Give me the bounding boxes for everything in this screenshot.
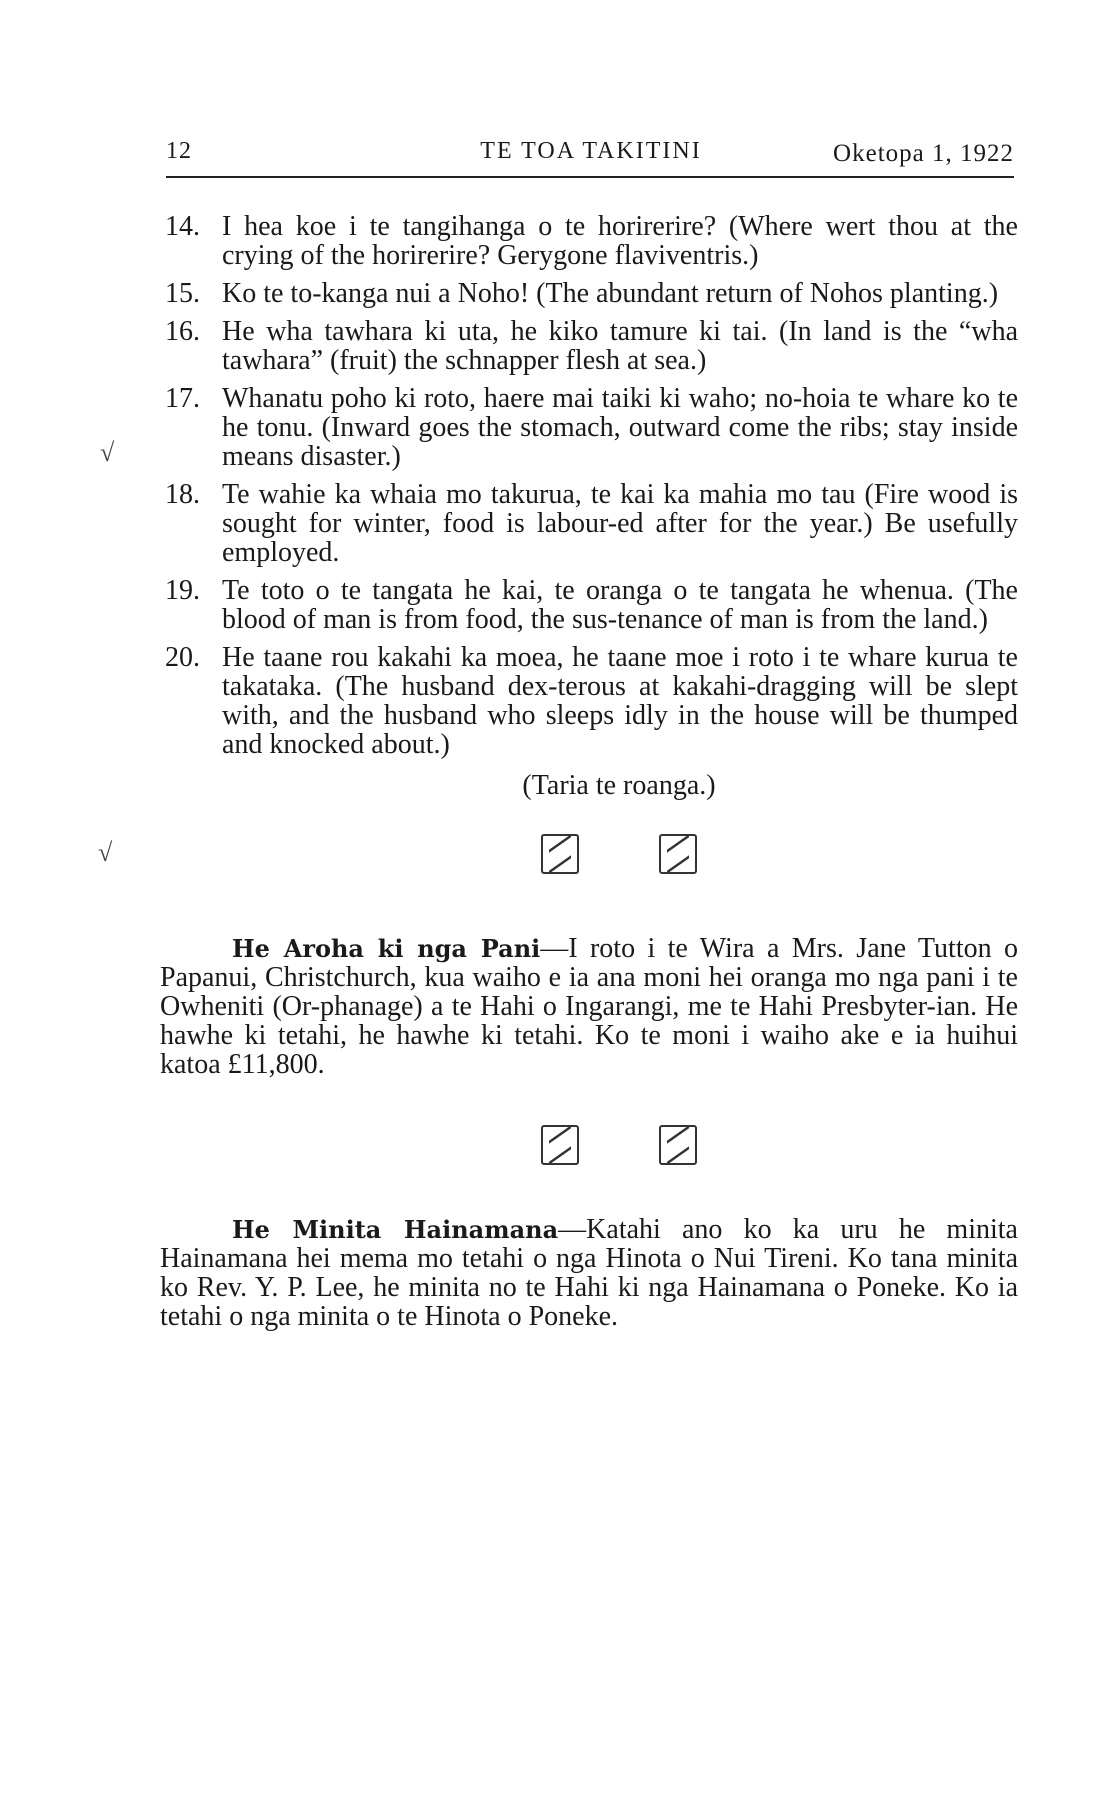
issue-date: Oketopa 1, 1922 bbox=[833, 140, 1014, 167]
page-number: 12 bbox=[166, 138, 192, 164]
ornament-divider bbox=[160, 834, 1018, 874]
ornament-icon bbox=[541, 834, 579, 874]
publication-title: TE TOA TAKITINI bbox=[480, 138, 702, 164]
proverb-text: He taane rou kakahi ka moea, he taane moe i roto i te whare kurua te takataka. (The husband dex-terous at kakahi-dragging will be slept with, and the husband who sleeps idly in the house will be thumped and knocked about.) bbox=[222, 642, 1018, 760]
proverb-number: 18. bbox=[165, 479, 200, 510]
proverb-number: 14. bbox=[165, 211, 200, 242]
proverb-text: Te wahie ka whaia mo takurua, te kai ka mahia mo tau (Fire wood is sought for winter, food is labour-ed after for the year.) Be usefully employed. bbox=[222, 479, 1018, 568]
proverb-text: Whanatu poho ki roto, haere mai taiki ki waho; no-hoia te whare ko te he tonu. (Inward goes the stomach, outward come the ribs; stay inside means disaster.) bbox=[222, 383, 1018, 472]
proverb-number: 19. bbox=[165, 575, 200, 606]
running-header bbox=[166, 134, 1014, 174]
article-text: —Katahi ano ko ka uru he minita Hainamana hei mema mo tetahi o nga Hinota o Nui Tireni. Ko tana minita ko Rev. Y. P. Lee, he minita no te Hahi ki nga Hainamana o Poneke. Ko ia tetahi o nga minita o te Hinota o Poneke. bbox=[160, 1214, 1018, 1332]
article-text: —I roto i te Wira a Mrs. Jane Tutton o Papanui, Christchurch, kua waiho e ia ana moni hei oranga mo nga pani i te Owheniti (Or-phanage) a te Hahi o Ingarangi, me te Hahi Presbyter-ian. He hawhe ki tetahi, he hawhe ki tetahi. Ko te moni i waiho ake e ia huihui katoa £11,800. bbox=[160, 933, 1019, 1080]
proverb-item bbox=[160, 576, 1018, 634]
article-heading: He Minita Hainamana bbox=[232, 1215, 559, 1244]
proverb-text: I hea koe i te tangihanga o te horirerire? (Where wert thou at the crying of the horirerire? Gerygone flaviventris.) bbox=[222, 211, 1018, 271]
proverb-item bbox=[160, 279, 1018, 308]
margin-tick-mark: √ bbox=[100, 438, 115, 467]
ornament-icon bbox=[659, 834, 697, 874]
margin-tick-mark: √ bbox=[98, 838, 113, 867]
ornament-divider bbox=[160, 1125, 1018, 1165]
proverb-text: He wha tawhara ki uta, he kiko tamure ki tai. (In land is the “wha tawhara” (fruit) the schnapper flesh at sea.) bbox=[222, 316, 1018, 376]
proverb-item bbox=[160, 212, 1018, 270]
proverb-number: 17. bbox=[165, 383, 200, 414]
proverb-number: 20. bbox=[165, 642, 200, 673]
page-body bbox=[160, 212, 1018, 1331]
ornament-icon bbox=[541, 1125, 579, 1165]
to-be-continued: (Taria te roanga.) bbox=[522, 770, 716, 801]
header-rule bbox=[166, 176, 1014, 178]
proverb-number: 15. bbox=[165, 278, 200, 309]
ornament-icon bbox=[659, 1125, 697, 1165]
proverb-item bbox=[160, 317, 1018, 375]
proverb-item bbox=[160, 384, 1018, 471]
proverb-item bbox=[160, 480, 1018, 567]
proverb-text: Te toto o te tangata he kai, te oranga o te tangata he whenua. (The blood of man is from food, the sus-tenance of man is from the land.) bbox=[222, 575, 1018, 635]
proverb-number: 16. bbox=[165, 316, 200, 347]
proverb-text: Ko te to-kanga nui a Noho! (The abundant return of Nohos planting.) bbox=[222, 278, 999, 309]
proverb-item bbox=[160, 643, 1018, 759]
article-paragraph bbox=[160, 934, 1018, 1079]
article-heading: He Aroha ki nga Pani bbox=[232, 934, 541, 963]
article-paragraph bbox=[160, 1215, 1018, 1331]
